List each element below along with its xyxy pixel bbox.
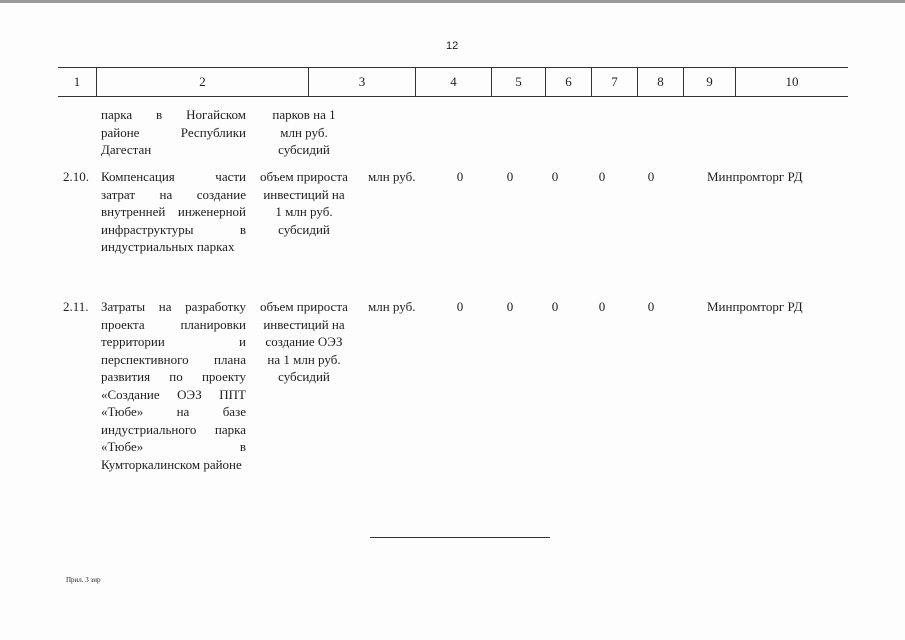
page-number: 12 xyxy=(446,40,459,52)
row-value-8: 0 xyxy=(598,299,606,314)
row-name: Затраты на разработку проекта планировки территории и перспективного плана развития по проекту «Создание ОЭЗ ППТ «Тюбе» на базе индустриального парка «Тюбе» в Кумторкалинском районе xyxy=(101,299,246,472)
row-number: 2.11. xyxy=(63,299,89,314)
scan-top-edge xyxy=(0,0,905,3)
row-value-9: 0 xyxy=(647,169,655,184)
header-col-1: 1 xyxy=(73,74,81,89)
row-value-7: 0 xyxy=(551,169,559,184)
header-col-7: 7 xyxy=(591,68,637,96)
row-value-5: 0 xyxy=(456,169,464,184)
table-header xyxy=(58,67,848,97)
row-number: 2.10. xyxy=(63,169,89,184)
header-col-8: 8 xyxy=(637,68,683,96)
header-col-6: 6 xyxy=(545,68,591,96)
end-of-document-rule xyxy=(370,537,550,538)
row-indicator: объем прироста инвестиций на создание ОЭЗ на 1 млн руб. субсидий xyxy=(260,299,348,384)
row-executor: Минпромторг РД xyxy=(707,169,803,184)
footnote: Прил. 3 зир xyxy=(66,576,101,584)
row-executor: Минпромторг РД xyxy=(707,299,803,314)
header-col-3: 3 xyxy=(308,68,415,96)
row-name: Компенсация части затрат на создание внутренней инженерной инфраструктуры в индустриальных парках xyxy=(101,169,246,254)
row-indicator: объем прироста инвестиций на 1 млн руб. субсидий xyxy=(260,169,348,237)
header-col-5: 5 xyxy=(491,68,545,96)
row-unit: млн руб. xyxy=(368,299,416,314)
row-value-6: 0 xyxy=(506,299,514,314)
row-value-6: 0 xyxy=(506,169,514,184)
header-col-4: 4 xyxy=(415,68,491,96)
header-col-9: 9 xyxy=(683,68,735,96)
row-value-9: 0 xyxy=(647,299,655,314)
header-col-10: 10 xyxy=(735,68,848,96)
row-indicator: парков на 1 млн руб. субсидий xyxy=(272,107,336,157)
row-value-5: 0 xyxy=(456,299,464,314)
header-col-2: 2 xyxy=(96,68,308,96)
row-name: парка в Ногайском районе Республики Дагестан xyxy=(101,107,246,157)
row-unit: млн руб. xyxy=(368,169,416,184)
row-value-7: 0 xyxy=(551,299,559,314)
row-value-8: 0 xyxy=(598,169,606,184)
